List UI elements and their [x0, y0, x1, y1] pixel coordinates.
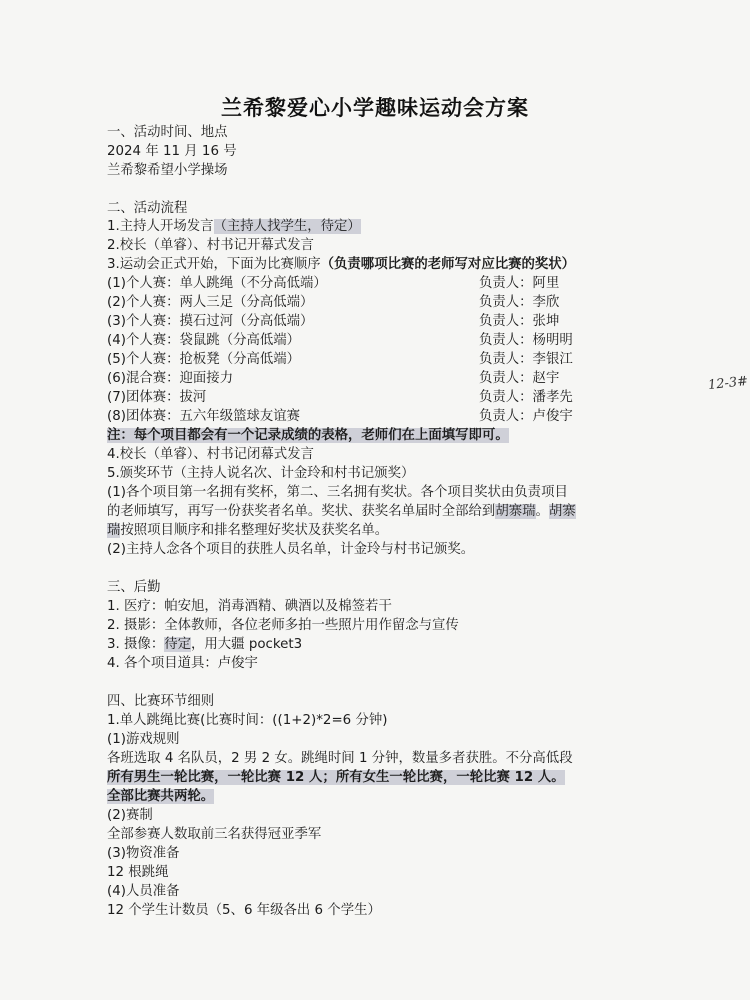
award-paragraph-text: 按照项目顺序和排名整理好奖状及获奖名单。 [120, 523, 389, 538]
section-3-heading: 三、后勤 [107, 580, 161, 595]
logistics-item: 1. 医疗：帕安旭，消毒酒精、碘酒以及棉签若干 [107, 599, 392, 614]
handwritten-margin-note: 12-3# [707, 373, 749, 394]
logistics-item [107, 636, 302, 654]
rules-text-2 [107, 769, 565, 787]
logistics-item: 2. 摄影：全体教师，各位老师多拍一些照片用作留念与宣传 [107, 618, 459, 633]
rules-heading: (1)游戏规则 [107, 732, 180, 747]
event-row [107, 332, 573, 350]
event-name: (2)个人赛：两人三足（分高低端） [107, 295, 314, 310]
flow-item-3-note: （负责哪项比赛的老师写对应比赛的奖状） [320, 257, 576, 272]
rules-text-3-content: 全部比赛共两轮。 [107, 789, 215, 804]
section-4-heading: 四、比赛环节细则 [107, 694, 215, 709]
event-row [107, 313, 560, 331]
supplies-text: 12 根跳绳 [107, 865, 169, 880]
event-name: (4)个人赛：袋鼠跳（分高低端） [107, 333, 301, 348]
event-owner: 负责人：李银江 [479, 352, 573, 367]
logistics-item-rest: ，用大疆 pocket3 [191, 637, 303, 652]
flow-item-3-text: 3.运动会正式开始，下面为比赛顺序 [107, 257, 321, 272]
event-row [107, 370, 560, 388]
event-row [107, 351, 573, 369]
event-owner: 负责人：卢俊宇 [479, 409, 573, 424]
score-sheet-note-text: 注：每个项目都会有一个记录成绩的表格，老师们在上面填写即可。 [107, 428, 509, 443]
flow-item-1-text: 1.主持人开场发言 [107, 219, 214, 234]
staff-text: 12 个学生计数员（5、6 年级各出 6 个学生） [107, 903, 381, 918]
event-row [107, 389, 573, 407]
section-2-heading: 二、活动流程 [107, 201, 188, 216]
flow-item-5: 5.颁奖环节（主持人说名次、计金玲和村书记颁奖） [107, 466, 415, 481]
flow-item-3 [107, 256, 575, 274]
period: 。 [535, 504, 549, 519]
event-date: 2024 年 11 月 16 号 [107, 144, 237, 159]
event-owner: 负责人：赵宇 [479, 371, 560, 386]
supplies-heading: (3)物资准备 [107, 846, 180, 861]
section-1-heading: 一、活动时间、地点 [107, 125, 228, 140]
event-owner: 负责人：杨明明 [479, 333, 573, 348]
flow-item-1 [107, 218, 361, 236]
jump-rope-title: 1.单人跳绳比赛(比赛时间：((1+2)*2=6 分钟) [107, 713, 388, 728]
rules-text-1: 各班选取 4 名队员，2 男 2 女。跳绳时间 1 分钟，数量多者获胜。不分高低段 [107, 751, 573, 766]
event-owner: 负责人：潘孝先 [479, 390, 573, 405]
event-row [107, 294, 560, 312]
format-text: 全部参赛人数取前三名获得冠亚季军 [107, 827, 322, 842]
logistics-item: 4. 各个项目道具：卢俊宇 [107, 656, 258, 671]
pending-marker: 待定 [164, 637, 191, 652]
award-paragraph-text: 的老师填写，再写一份获奖者名单。奖状、获奖名单届时全部给到 [107, 504, 496, 519]
host-pending-note: （主持人找学生，待定） [213, 219, 361, 234]
event-name: (1)个人赛：单人跳绳（不分高低端） [107, 276, 327, 291]
score-sheet-note [107, 427, 509, 445]
recipient-name: 胡寨瑞 [495, 504, 536, 519]
staff-heading: (4)人员准备 [107, 884, 180, 899]
event-name: (3)个人赛：摸石过河（分高低端） [107, 314, 314, 329]
event-row [107, 275, 560, 293]
event-place: 兰希黎希望小学操场 [107, 163, 228, 178]
rules-text-2-content: 所有男生一轮比赛，一轮比赛 12 人；所有女生一轮比赛，一轮比赛 12 人。 [107, 770, 565, 785]
event-owner: 负责人：张坤 [479, 314, 560, 329]
event-name: (6)混合赛：迎面接力 [107, 371, 234, 386]
event-name: (5)个人赛：抢板凳（分高低端） [107, 352, 301, 367]
recipient-name-start: 胡寨 [548, 504, 576, 519]
logistics-item-label: 3. 摄像： [107, 637, 165, 652]
event-row [107, 408, 573, 426]
event-owner: 负责人：李欣 [479, 295, 560, 310]
format-heading: (2)赛制 [107, 808, 153, 823]
document-title: 兰希黎爱心小学趣味运动会方案 [221, 96, 529, 120]
flow-item-2: 2.校长（单睿）、村书记开幕式发言 [107, 238, 314, 253]
recipient-name-end: 瑞 [107, 523, 121, 538]
award-paragraph-line-3 [107, 522, 388, 540]
rules-text-3 [107, 788, 214, 806]
award-paragraph-line-2 [107, 503, 576, 521]
event-name: (8)团体赛：五六年级篮球友谊赛 [107, 409, 301, 424]
award-paragraph-line-1: (1)各个项目第一名拥有奖杯，第二、三名拥有奖状。各个项目奖状由负责项目 [107, 485, 568, 500]
award-paragraph-2: (2)主持人念各个项目的获胜人员名单，计金玲与村书记颁奖。 [107, 542, 475, 557]
flow-item-4: 4.校长（单睿）、村书记闭幕式发言 [107, 447, 314, 462]
event-name: (7)团体赛：拔河 [107, 390, 207, 405]
event-owner: 负责人：阿里 [479, 276, 560, 291]
